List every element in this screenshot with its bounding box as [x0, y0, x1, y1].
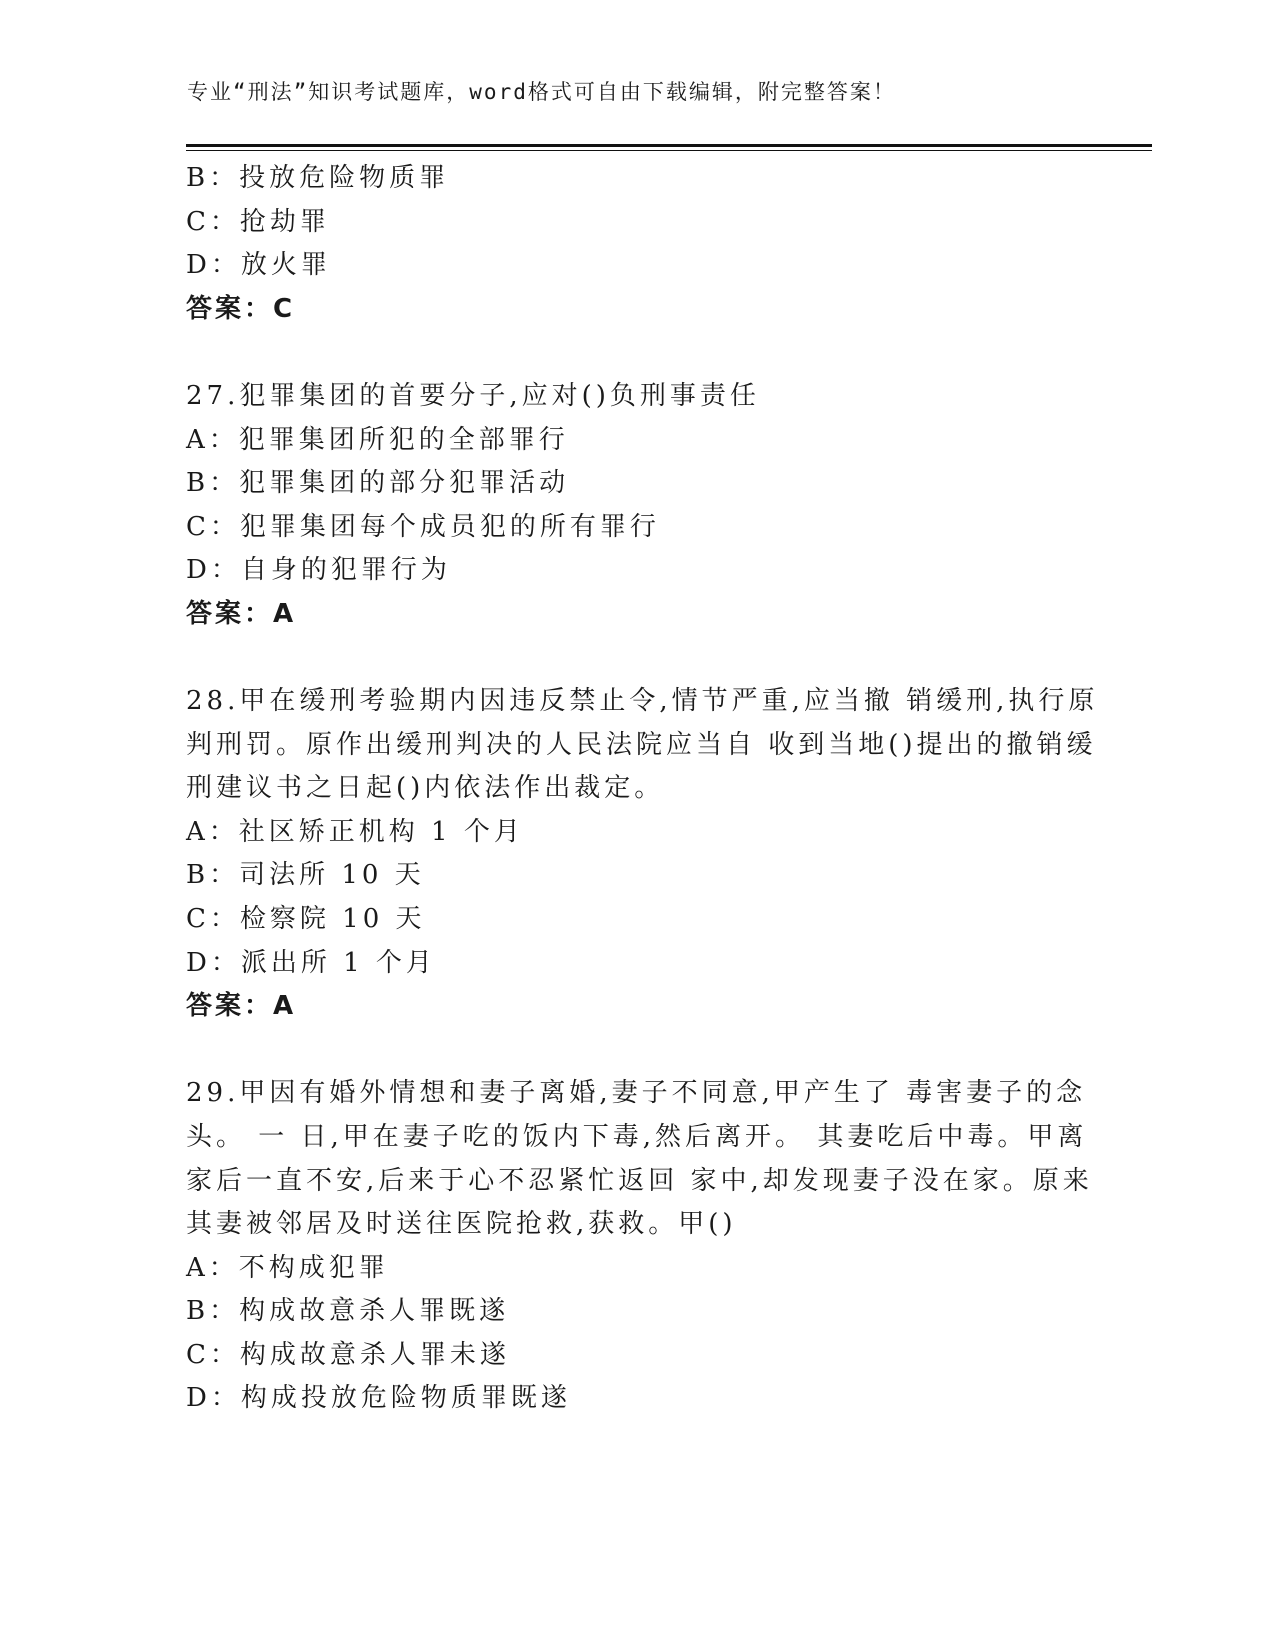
option-a: A：不构成犯罪 — [186, 1253, 389, 1283]
answer-line: 答案：C — [186, 294, 296, 324]
option-a: A：犯罪集团所犯的全部罪行 — [186, 425, 569, 455]
question-stem: 家后一直不安,后来于心不忍紧忙返回 家中,却发现妻子没在家。原来 — [186, 1166, 1093, 1196]
page-header: 专业“刑法”知识考试题库，word格式可自由下载编辑，附完整答案！ — [187, 80, 896, 104]
header-rule-thin — [186, 150, 1152, 151]
option-c: C：检察院 10 天 — [186, 904, 426, 934]
question-stem: 刑建议书之日起()内依法作出裁定。 — [186, 773, 665, 803]
question-stem: 29.甲因有婚外情想和妻子离婚,妻子不同意,甲产生了 毒害妻子的念 — [186, 1078, 1087, 1108]
answer-line: 答案：A — [186, 991, 297, 1021]
header-rule-thick — [186, 144, 1152, 147]
option-d: D：自身的犯罪行为 — [186, 555, 451, 585]
option-a: A：社区矫正机构 1 个月 — [186, 817, 524, 847]
option-b: B：投放危险物质罪 — [186, 163, 450, 193]
question-stem: 判刑罚。原作出缓刑判决的人民法院应当自 收到当地()提出的撤销缓 — [186, 730, 1097, 760]
option-d: D：派出所 1 个月 — [186, 948, 436, 978]
question-stem: 27.犯罪集团的首要分子,应对()负刑事责任 — [186, 381, 760, 411]
option-d: D：放火罪 — [186, 250, 331, 280]
option-c: C：抢劫罪 — [186, 207, 330, 237]
question-stem: 头。 一 日,甲在妻子吃的饭内下毒,然后离开。 其妻吃后中毒。甲离 — [186, 1122, 1088, 1152]
option-b: B：司法所 10 天 — [186, 860, 425, 890]
question-stem: 其妻被邻居及时送往医院抢救,获救。甲() — [186, 1209, 737, 1239]
option-b: B：构成故意杀人罪既遂 — [186, 1296, 510, 1326]
option-c: C：构成故意杀人罪未遂 — [186, 1340, 510, 1370]
question-stem: 28.甲在缓刑考验期内因违反禁止令,情节严重,应当撤 销缓刑,执行原 — [186, 686, 1099, 716]
answer-line: 答案：A — [186, 599, 297, 629]
option-b: B：犯罪集团的部分犯罪活动 — [186, 468, 570, 498]
option-c: C：犯罪集团每个成员犯的所有罪行 — [186, 512, 660, 542]
option-d: D：构成投放危险物质罪既遂 — [186, 1383, 571, 1413]
